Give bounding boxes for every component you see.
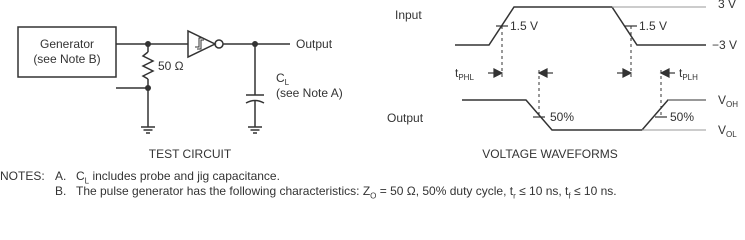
hysteresis-icon: [195, 38, 203, 47]
threshold-left-label: 1.5 V: [510, 19, 539, 33]
junction-dot: [145, 41, 151, 47]
generator-note-label: (see Note B): [33, 52, 101, 66]
note-a: NOTES: A. $C_L$ includes probe and jig capacitance.: [0, 169, 280, 186]
capacitor-label: $C_L$: [276, 71, 290, 87]
tplh-label: $t_{PLH}$: [679, 66, 698, 82]
input-waveform: [455, 7, 706, 45]
vhigh-label: 3 V: [718, 0, 737, 11]
capacitor-note-label: (see Note A): [276, 86, 343, 100]
waveforms-caption: VOLTAGE WAVEFORMS: [482, 147, 618, 161]
notes-prefix: NOTES:: [0, 169, 45, 183]
voltage-waveforms: [455, 7, 706, 130]
resistor-label: 50 Ω: [158, 59, 184, 73]
tplh-arrows: [617, 69, 675, 77]
ground-symbol-left: [141, 127, 155, 133]
note-b-label: B.: [55, 184, 67, 198]
note-a-label: A.: [55, 169, 67, 183]
vlow-label: −3 V: [712, 38, 738, 52]
tphl-arrows: [488, 69, 553, 77]
note-b: B. The pulse generator has the following characteristics: $Z_O = 50$ Ω, 50% duty cycle, $t_r \le 10$ ns, $t_f \le 10$ ns.: [55, 184, 617, 201]
test-circuit-caption: TEST CIRCUIT: [148, 147, 232, 161]
generator-label: Generator: [39, 37, 95, 51]
voh-label: $V_{OH}$: [718, 93, 739, 109]
pct-left-label: 50%: [550, 110, 575, 124]
resistor-symbol: [143, 52, 153, 79]
output-wave-label: Output: [387, 111, 424, 125]
threshold-right-label: 1.5 V: [639, 19, 668, 33]
ground-symbol-right: [248, 127, 262, 133]
junction-dot: [252, 41, 258, 47]
junction-dot: [145, 85, 151, 91]
input-label: Input: [395, 8, 422, 22]
pct-right-label: 50%: [670, 110, 695, 124]
output-label: Output: [296, 37, 333, 51]
tphl-label: $t_{PHL}$: [455, 66, 474, 82]
vol-label: $V_{OL}$: [718, 123, 737, 139]
